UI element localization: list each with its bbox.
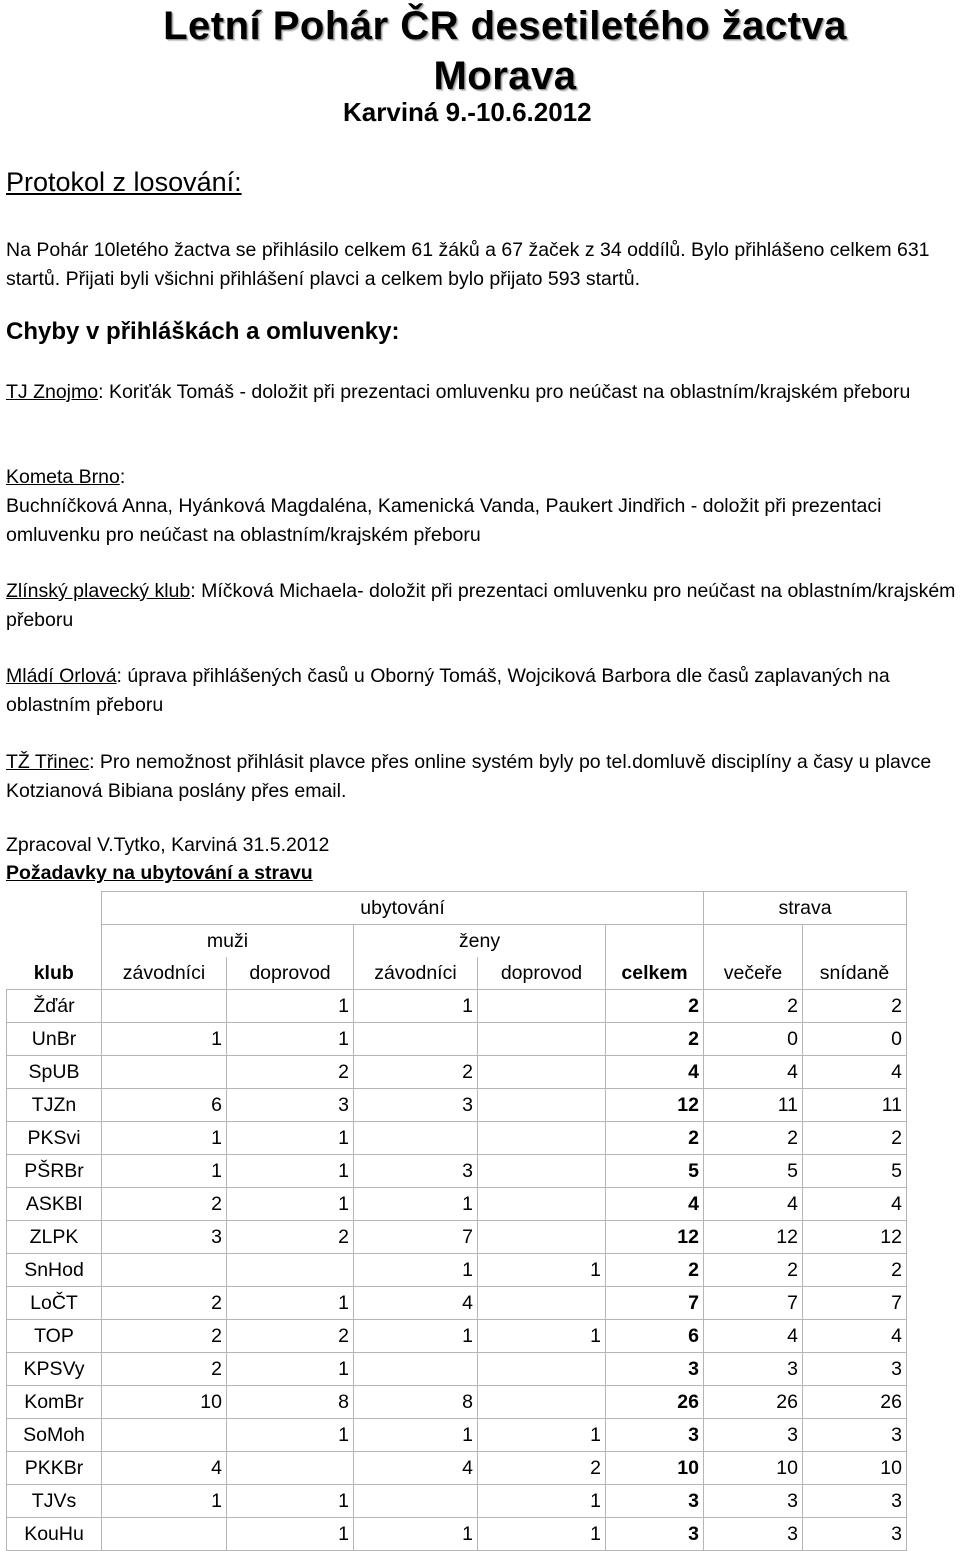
note-mladi-orlova: [6, 662, 956, 720]
cell-girls-competitors: 1: [354, 1419, 478, 1452]
table-row: [7, 1518, 907, 1551]
cell-club: KouHu: [7, 1518, 102, 1551]
cell-boys-escort: 3: [227, 1089, 354, 1122]
cell-club: PŠRBr: [7, 1155, 102, 1188]
cell-breakfast: 3: [803, 1485, 907, 1518]
cell-boys-escort: 2: [227, 1320, 354, 1353]
table-row: [7, 1353, 907, 1386]
table-row: [7, 1155, 907, 1188]
note-text: : Míčková Michaela- doložit při prezentaci omluvenku pro neúčast na oblastním/krajském přeboru: [6, 580, 956, 631]
cell-breakfast: 2: [803, 1254, 907, 1287]
cell-club: SnHod: [7, 1254, 102, 1287]
cell-total: 3: [606, 1419, 704, 1452]
event-date: Karviná 9.-10.6.2012: [343, 97, 592, 127]
cell-total: 3: [606, 1353, 704, 1386]
table-row: [7, 1089, 907, 1122]
cell-girls-escort: 2: [478, 1452, 606, 1485]
cell-boys-escort: 2: [227, 1056, 354, 1089]
table-row: [7, 1023, 907, 1056]
cell-boys-competitors: 2: [102, 1353, 227, 1386]
cell-boys-competitors: [102, 1254, 227, 1287]
cell-club: ZLPK: [7, 1221, 102, 1254]
cell-boys-escort: 1: [227, 1188, 354, 1221]
header-girls-competitors: závodníci: [354, 957, 478, 990]
header-spacer: [803, 925, 907, 958]
table-header-row: [7, 957, 907, 990]
cell-club: TJZn: [7, 1089, 102, 1122]
cell-boys-escort: 1: [227, 1353, 354, 1386]
note-text: : Pro nemožnost přihlásit plavce přes online systém byly po tel.domluvě disciplíny a časy u plavce Kotzianová Bibiana poslány přes email.: [6, 751, 932, 802]
cell-girls-competitors: [354, 1485, 478, 1518]
cell-total: 3: [606, 1485, 704, 1518]
header-breakfast: snídaně: [803, 957, 907, 990]
cell-total: 7: [606, 1287, 704, 1320]
cell-boys-competitors: 4: [102, 1452, 227, 1485]
document-title-line-1: Letní Pohár ČR desetiletého žactva: [163, 4, 847, 48]
cell-breakfast: 4: [803, 1056, 907, 1089]
cell-boys-competitors: 1: [102, 1023, 227, 1056]
cell-total: 12: [606, 1221, 704, 1254]
cell-club: ASKBl: [7, 1188, 102, 1221]
cell-total: 26: [606, 1386, 704, 1419]
cell-breakfast: 4: [803, 1320, 907, 1353]
cell-girls-escort: [478, 1353, 606, 1386]
note-zlinsky-plavecky-klub: [6, 577, 956, 635]
header-boys: muži: [102, 925, 354, 958]
cell-total: 5: [606, 1155, 704, 1188]
cell-boys-escort: 1: [227, 1155, 354, 1188]
cell-breakfast: 2: [803, 1122, 907, 1155]
header-girls: ženy: [354, 925, 606, 958]
cell-boys-competitors: 2: [102, 1287, 227, 1320]
table-row: [7, 1188, 907, 1221]
cell-boys-escort: 1: [227, 1287, 354, 1320]
note-club-name: TŽ Třinec: [6, 751, 90, 773]
note-text: : úprava přihlášených časů u Oborný Tomáš, Wojciková Barbora dle časů zaplavaných na oblastním přeboru: [6, 665, 890, 716]
document-title-line-2: Morava: [433, 54, 577, 98]
errors-heading: Chyby v přihláškách a omluvenky:: [6, 318, 400, 345]
cell-club: PKSvi: [7, 1122, 102, 1155]
cell-boys-competitors: 10: [102, 1386, 227, 1419]
note-text: : Koriťák Tomáš - doložit při prezentaci omluvenku pro neúčast na oblastním/krajském přeboru: [98, 381, 911, 403]
header-club: klub: [7, 957, 102, 990]
cell-boys-competitors: 1: [102, 1485, 227, 1518]
note-colon: :: [119, 466, 126, 488]
cell-dinner: 3: [704, 1353, 803, 1386]
cell-dinner: 3: [704, 1485, 803, 1518]
note-kometa-brno: [6, 463, 956, 550]
cell-girls-competitors: 2: [354, 1056, 478, 1089]
cell-girls-escort: [478, 990, 606, 1023]
cell-club: LoČT: [7, 1287, 102, 1320]
cell-girls-competitors: 4: [354, 1287, 478, 1320]
cell-boys-escort: [227, 1254, 354, 1287]
cell-total: 6: [606, 1320, 704, 1353]
table-row: [7, 990, 907, 1023]
cell-girls-competitors: 1: [354, 1320, 478, 1353]
cell-total: 10: [606, 1452, 704, 1485]
table-corner: [7, 892, 102, 925]
cell-club: SoMoh: [7, 1419, 102, 1452]
cell-girls-competitors: 1: [354, 990, 478, 1023]
cell-boys-competitors: 1: [102, 1122, 227, 1155]
cell-girls-competitors: 4: [354, 1452, 478, 1485]
cell-breakfast: 5: [803, 1155, 907, 1188]
table-body: [7, 990, 907, 1551]
table-row: [7, 1452, 907, 1485]
cell-total: 3: [606, 1518, 704, 1551]
table-header-row: [7, 925, 907, 958]
cell-boys-escort: 8: [227, 1386, 354, 1419]
cell-girls-competitors: 7: [354, 1221, 478, 1254]
accommodation-table: [6, 891, 907, 1551]
cell-breakfast: 2: [803, 990, 907, 1023]
cell-breakfast: 12: [803, 1221, 907, 1254]
cell-dinner: 2: [704, 1122, 803, 1155]
note-tz-trinec: [6, 748, 956, 806]
cell-club: TOP: [7, 1320, 102, 1353]
cell-girls-competitors: 3: [354, 1089, 478, 1122]
header-accommodation: ubytování: [102, 892, 704, 925]
cell-breakfast: 3: [803, 1353, 907, 1386]
table-row: [7, 1254, 907, 1287]
table-row: [7, 1122, 907, 1155]
note-tj-znojmo: [6, 378, 956, 407]
cell-breakfast: 0: [803, 1023, 907, 1056]
cell-boys-escort: 1: [227, 1518, 354, 1551]
cell-club: KPSVy: [7, 1353, 102, 1386]
cell-girls-competitors: [354, 1353, 478, 1386]
cell-dinner: 3: [704, 1419, 803, 1452]
cell-boys-competitors: 1: [102, 1155, 227, 1188]
cell-girls-escort: [478, 1188, 606, 1221]
cell-girls-escort: 1: [478, 1419, 606, 1452]
cell-breakfast: 7: [803, 1287, 907, 1320]
cell-club: KomBr: [7, 1386, 102, 1419]
cell-total: 12: [606, 1089, 704, 1122]
cell-boys-competitors: 2: [102, 1320, 227, 1353]
cell-total: 2: [606, 1122, 704, 1155]
cell-girls-escort: 1: [478, 1485, 606, 1518]
cell-total: 4: [606, 1188, 704, 1221]
cell-girls-competitors: 8: [354, 1386, 478, 1419]
table-row: [7, 1386, 907, 1419]
header-total: celkem: [606, 957, 704, 990]
note-club-name: Zlínský plavecký klub: [6, 580, 191, 602]
cell-boys-competitors: [102, 1518, 227, 1551]
cell-boys-competitors: [102, 1419, 227, 1452]
cell-girls-escort: 1: [478, 1518, 606, 1551]
table-row: [7, 1056, 907, 1089]
cell-girls-competitors: [354, 1023, 478, 1056]
note-club-name: TJ Znojmo: [6, 381, 99, 403]
header-girls-escort: doprovod: [478, 957, 606, 990]
cell-dinner: 7: [704, 1287, 803, 1320]
cell-total: 2: [606, 990, 704, 1023]
cell-girls-escort: [478, 1056, 606, 1089]
cell-breakfast: 4: [803, 1188, 907, 1221]
cell-girls-competitors: 1: [354, 1188, 478, 1221]
cell-dinner: 5: [704, 1155, 803, 1188]
cell-boys-escort: 1: [227, 1485, 354, 1518]
cell-girls-escort: [478, 1089, 606, 1122]
cell-girls-escort: 1: [478, 1320, 606, 1353]
note-club-name: Mládí Orlová: [6, 665, 117, 687]
header-dinner: večeře: [704, 957, 803, 990]
table-row: [7, 1485, 907, 1518]
cell-dinner: 4: [704, 1320, 803, 1353]
requests-title: Požadavky na ubytování a stravu: [6, 862, 313, 884]
table-row: [7, 1287, 907, 1320]
processed-by: Zpracoval V.Tytko, Karviná 31.5.2012: [6, 834, 330, 856]
cell-girls-escort: [478, 1386, 606, 1419]
cell-girls-competitors: 1: [354, 1518, 478, 1551]
cell-total: 4: [606, 1056, 704, 1089]
table-corner: [7, 925, 102, 958]
cell-dinner: 11: [704, 1089, 803, 1122]
cell-boys-escort: 1: [227, 1122, 354, 1155]
table-row: [7, 1419, 907, 1452]
cell-boys-competitors: [102, 1056, 227, 1089]
cell-dinner: 2: [704, 990, 803, 1023]
cell-boys-competitors: 2: [102, 1188, 227, 1221]
table-row: [7, 1221, 907, 1254]
cell-breakfast: 3: [803, 1419, 907, 1452]
intro-paragraph: Na Pohár 10letého žactva se přihlásilo celkem 61 žáků a 67 žaček z 34 oddílů. Bylo přihlášeno celkem 631 startů. Přijati byli všichni přihlášení plavci a celkem bylo přijato 593 startů.: [6, 239, 930, 290]
cell-girls-escort: [478, 1221, 606, 1254]
cell-dinner: 26: [704, 1386, 803, 1419]
cell-girls-escort: [478, 1287, 606, 1320]
cell-boys-escort: [227, 1452, 354, 1485]
cell-club: TJVs: [7, 1485, 102, 1518]
header-boys-competitors: závodníci: [102, 957, 227, 990]
cell-dinner: 0: [704, 1023, 803, 1056]
cell-dinner: 10: [704, 1452, 803, 1485]
table-header-row: [7, 892, 907, 925]
cell-girls-escort: [478, 1155, 606, 1188]
cell-boys-escort: 1: [227, 1023, 354, 1056]
cell-club: SpUB: [7, 1056, 102, 1089]
cell-total: 2: [606, 1254, 704, 1287]
cell-girls-competitors: 3: [354, 1155, 478, 1188]
note-club-name: Kometa Brno: [6, 466, 120, 488]
cell-dinner: 12: [704, 1221, 803, 1254]
cell-girls-competitors: 1: [354, 1254, 478, 1287]
cell-breakfast: 26: [803, 1386, 907, 1419]
cell-total: 2: [606, 1023, 704, 1056]
cell-dinner: 4: [704, 1056, 803, 1089]
cell-breakfast: 3: [803, 1518, 907, 1551]
cell-dinner: 2: [704, 1254, 803, 1287]
cell-boys-escort: 1: [227, 990, 354, 1023]
cell-boys-competitors: 3: [102, 1221, 227, 1254]
cell-club: PKKBr: [7, 1452, 102, 1485]
note-text: Buchníčková Anna, Hyánková Magdaléna, Kamenická Vanda, Paukert Jindřich - doložit při prezentaci omluvenku pro neúčast na oblastním/krajském přeboru: [6, 495, 882, 546]
cell-boys-competitors: 6: [102, 1089, 227, 1122]
cell-breakfast: 10: [803, 1452, 907, 1485]
cell-girls-escort: 1: [478, 1254, 606, 1287]
cell-boys-escort: 1: [227, 1419, 354, 1452]
cell-girls-escort: [478, 1023, 606, 1056]
cell-club: UnBr: [7, 1023, 102, 1056]
cell-girls-competitors: [354, 1122, 478, 1155]
header-boys-escort: doprovod: [227, 957, 354, 990]
cell-breakfast: 11: [803, 1089, 907, 1122]
cell-girls-escort: [478, 1122, 606, 1155]
protocol-heading: Protokol z losování:: [6, 167, 242, 197]
header-spacer: [606, 925, 704, 958]
table-row: [7, 1320, 907, 1353]
cell-dinner: 3: [704, 1518, 803, 1551]
header-food: strava: [704, 892, 907, 925]
header-spacer: [704, 925, 803, 958]
cell-boys-competitors: [102, 990, 227, 1023]
cell-boys-escort: 2: [227, 1221, 354, 1254]
cell-dinner: 4: [704, 1188, 803, 1221]
cell-club: Žďár: [7, 990, 102, 1023]
